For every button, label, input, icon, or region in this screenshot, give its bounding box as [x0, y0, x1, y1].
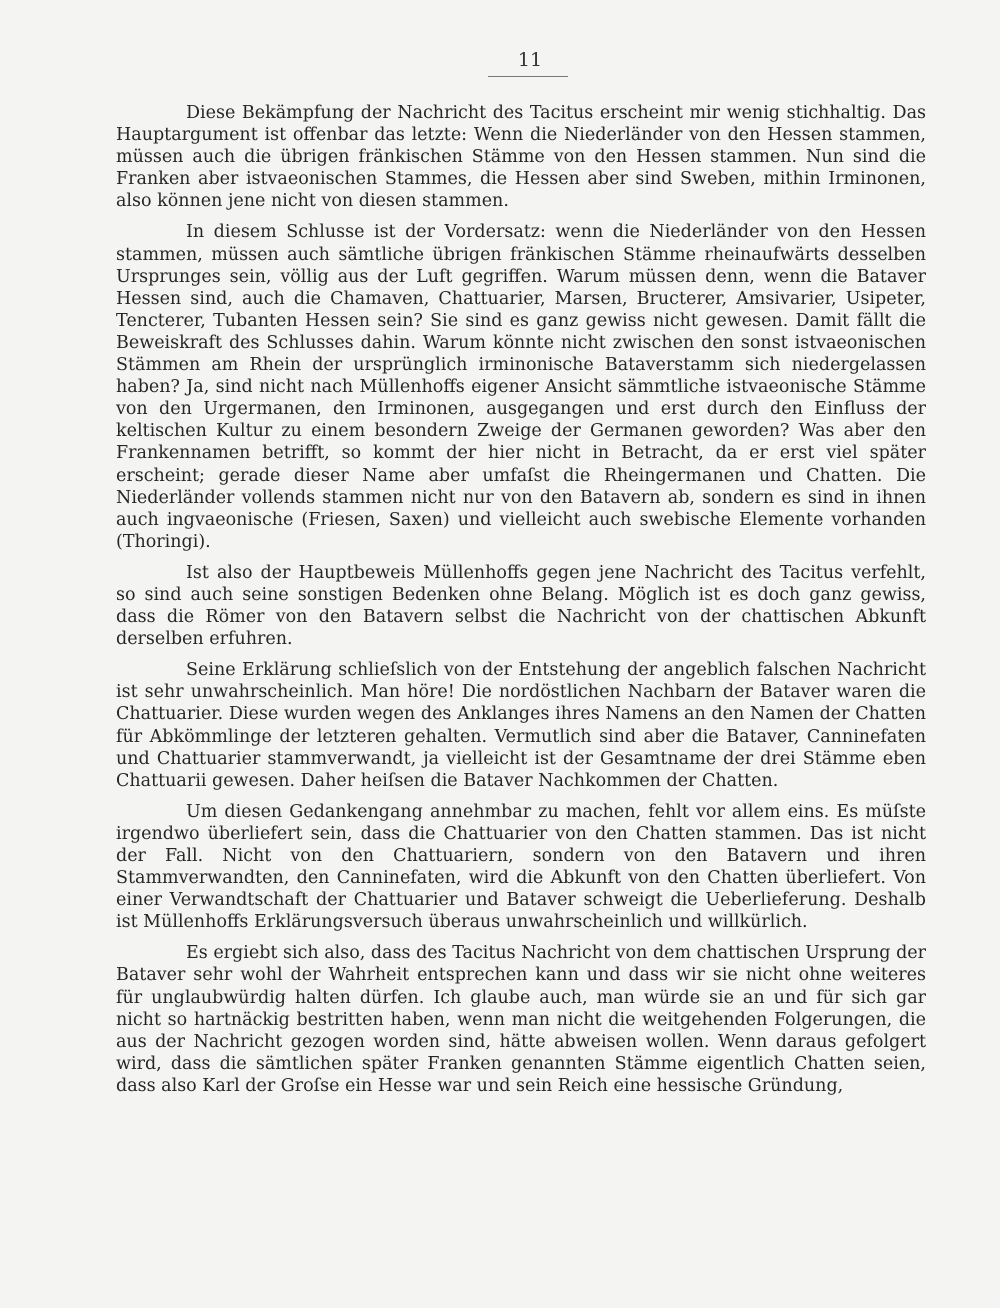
body-text [116, 102, 926, 1097]
paragraph-4: Seine Erklärung schlieſslich von der Entstehung der angeblich falschen Nachricht ist sehr unwahrscheinlich. Man höre! Die nordöstlichen Nachbarn der Bataver waren die Chattuarier. Diese wurden wegen des Anklanges ihres Namens an den Namen der Chatten für Abkömmlinge der letzteren gehalten. Vermutlich sind aber die Bataver, Canninefaten und Chattuarier stammverwandt, ja vielleicht ist der Gesamtname der drei Stämme eben Chattuarii gewesen. Daher heiſsen die Bataver Nachkommen der Chatten. [116, 660, 926, 791]
paragraph-3: Ist also der Hauptbeweis Müllenhoffs gegen jene Nachricht des Tacitus verfehlt, so sind auch seine sonstigen Bedenken ohne Belang. Möglich ist es doch ganz gewiss, dass die Römer von den Batavern selbst die Nachricht von der chattischen Abkunft derselben erfuhren. [116, 562, 926, 650]
page-number-rule [488, 76, 568, 77]
paragraph-5: Um diesen Gedankengang annehmbar zu machen, fehlt vor allem eins. Es müſste irgendwo überliefert sein, dass die Chattuarier von den Chatten stammen. Das ist nicht der Fall. Nicht von den Chattuariern, sondern von den Batavern und ihren Stammverwandten, den Canninefaten, wird die Abkunft von den Chatten überliefert. Von einer Verwandtschaft der Chattuarier und Bataver schweigt die Ueberlieferung. Deshalb ist Müllenhoffs Erklärungsversuch überaus unwahrscheinlich und willkürlich. [116, 801, 926, 933]
paragraph-2: In diesem Schlusse ist der Vordersatz: wenn die Niederländer von den Hessen stammen, müssen auch sämtliche übrigen fränkischen Stämme rheinaufwärts desselben Ursprunges sein, völlig aus der Luft gegriffen. Warum müssen denn, wenn die Bataver Hessen sind, auch die Chamaven, Chattuarier, Marsen, Bructerer, Amsivarier, Usipeter, Tencterer, Tubanten Hessen sein? Sie sind es ganz gewiss nicht gewesen. Damit fällt die Beweiskraft des Schlusses dahin. Warum könnte nicht zwischen den sonst istvaeonischen Stämmen am Rhein der ursprünglich irminonische Bataverstamm sich niedergelassen haben? Ja, sind nicht nach Müllenhoffs eigener Ansicht sämmtliche istvaeonische Stämme von den Urgermanen, den Irminonen, ausgegangen und erst durch den Einfluss der keltischen Kultur zu einem besondern Zweige der Germanen geworden? Was aber den Frankennamen betrifft, so kommt der hier nicht in Betracht, da er erst viel später erscheint; gerade dieser Name aber umfaſst die Rheingermanen und Chatten. Die Niederländer vollends stammen nicht nur von den Batavern ab, sondern es sind in ihnen auch ingvaeonische (Friesen, Saxen) und vielleicht auch swebische Elemente vorhanden (Thoringi). [116, 222, 926, 552]
paragraph-1: Diese Bekämpfung der Nachricht des Tacitus erscheint mir wenig stichhaltig. Das Hauptargument ist offenbar das letzte: Wenn die Niederländer von den Hessen stammen, müssen auch die übrigen fränkischen Stämme von den Hessen stammen. Nun sind die Franken aber istvaeonischen Stammes, die Hessen aber sind Sweben, mithin Irminonen, also können jene nicht von diesen stammen. [116, 103, 926, 212]
page-number: 11 [517, 49, 543, 71]
paragraph-6: Es ergiebt sich also, dass des Tacitus Nachricht von dem chattischen Ursprung der Bataver sehr wohl der Wahrheit entsprechen kann und dass wir sie nicht ohne weiteres für unglaubwürdig halten dürfen. Ich glaube auch, man würde sie an und für sich gar nicht so hartnäckig bestritten haben, wenn man nicht die weitgehenden Folgerungen, die aus der Nachricht gezogen worden sind, hätte abweisen wollen. Wenn daraus gefolgert wird, dass die sämtlichen später Franken genannten Stämme eigentlich Chatten seien, dass also Karl der Groſse ein Hesse war und sein Reich eine hessische Gründung, [116, 943, 926, 1096]
